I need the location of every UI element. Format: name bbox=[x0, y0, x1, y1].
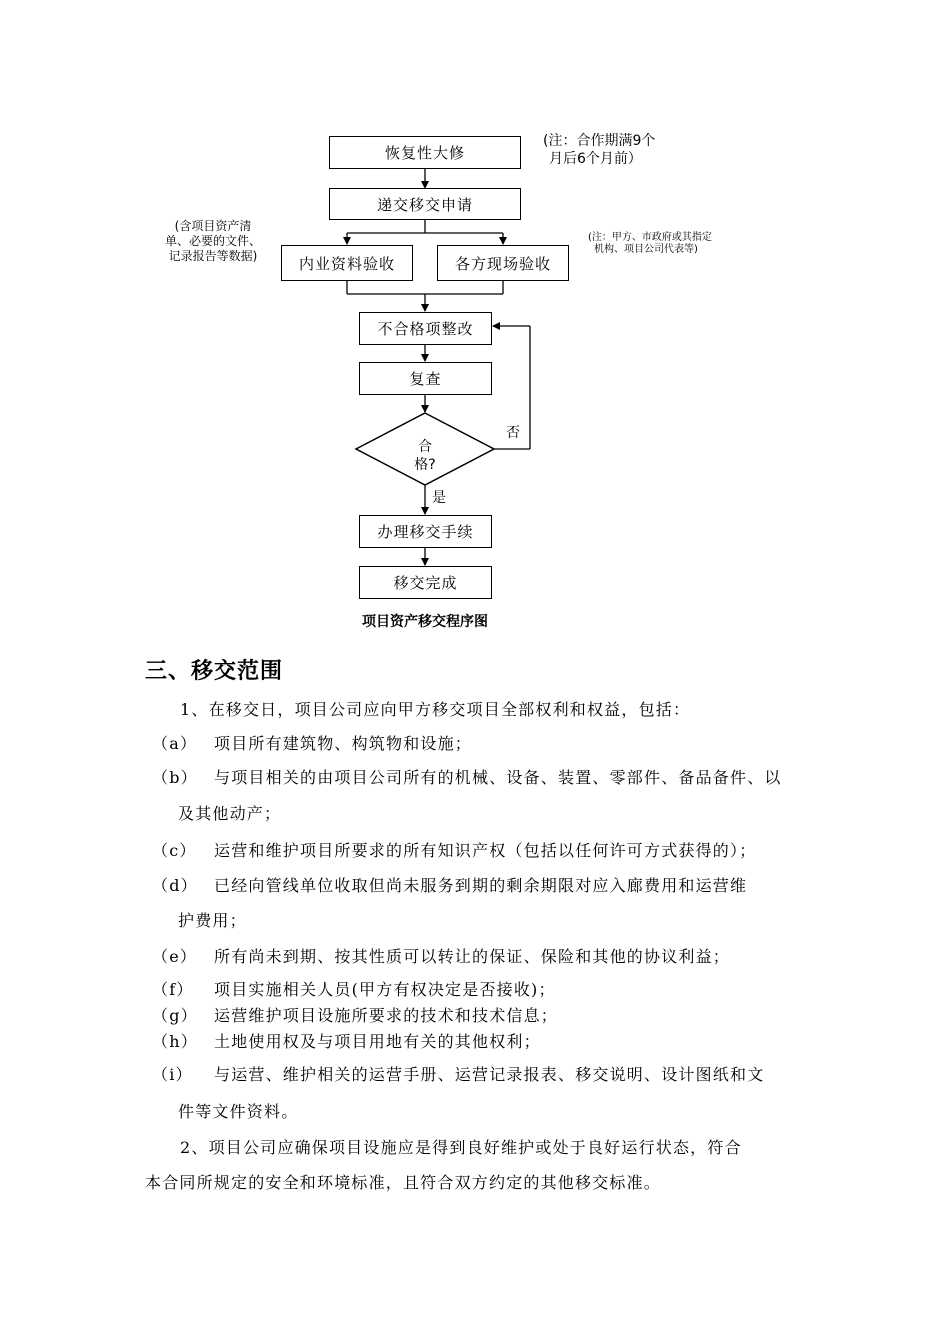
note-timing bbox=[543, 132, 655, 168]
step-restore: 恢复性大修 bbox=[329, 136, 521, 169]
list-item-label: （h） bbox=[152, 1032, 198, 1051]
list-item-i-continuation: 件等文件资料。 bbox=[178, 1102, 299, 1121]
list-item-label: （i） bbox=[152, 1065, 193, 1084]
step-submit-application: 递交移交申请 bbox=[329, 188, 521, 220]
list-item-text: 项目所有建筑物、构筑物和设施； bbox=[214, 734, 473, 753]
step-complete: 移交完成 bbox=[359, 566, 492, 599]
list-item-f bbox=[152, 977, 556, 1000]
label-no: 否 bbox=[506, 425, 520, 441]
list-item-label: （a） bbox=[152, 734, 198, 753]
step-internal-review: 内业资料验收 bbox=[281, 245, 413, 281]
list-item-label: （g） bbox=[152, 1006, 198, 1025]
note-documents-line3: 记录报告等数据) bbox=[168, 249, 258, 263]
note-documents-line2: 单、必要的文件、 bbox=[164, 234, 261, 248]
list-item-a bbox=[152, 731, 472, 754]
list-item-text: 运营维护项目设施所要求的技术和技术信息； bbox=[214, 1006, 559, 1025]
decision-label-line2: 格? bbox=[414, 457, 436, 473]
list-item-label: （d） bbox=[152, 876, 198, 895]
step-process-transfer: 办理移交手续 bbox=[359, 515, 492, 548]
list-item-b bbox=[152, 765, 782, 788]
note-parties bbox=[588, 232, 712, 256]
note-timing-line1: (注：合作期满9个 bbox=[543, 133, 656, 149]
step-rectify: 不合格项整改 bbox=[359, 312, 492, 345]
list-item-label: （c） bbox=[152, 841, 197, 860]
list-item-label: （e） bbox=[152, 947, 198, 966]
paragraph-2-line2: 本合同所规定的安全和环境标准，且符合双方约定的其他移交标准。 bbox=[145, 1173, 662, 1192]
list-item-text: 项目实施相关人员(甲方有权决定是否接收)； bbox=[214, 980, 556, 999]
list-item-text: 与项目相关的由项目公司所有的机械、设备、装置、零部件、备品备件、以 bbox=[214, 768, 782, 787]
list-item-c bbox=[152, 838, 756, 861]
list-item-text: 运营和维护项目所要求的所有知识产权（包括以任何许可方式获得的）； bbox=[214, 841, 757, 860]
decision-label bbox=[395, 438, 455, 474]
section-heading: 三、移交范围 bbox=[145, 659, 284, 684]
step-recheck: 复查 bbox=[359, 362, 492, 395]
list-item-d-continuation: 护费用； bbox=[178, 911, 247, 930]
list-item-h bbox=[152, 1029, 541, 1052]
flowchart-caption: 项目资产移交程序图 bbox=[362, 614, 488, 630]
list-item-d bbox=[152, 873, 747, 896]
list-item-i bbox=[152, 1062, 764, 1085]
paragraph-1: 1、在移交日，项目公司应向甲方移交项目全部权利和权益，包括： bbox=[180, 700, 691, 719]
note-documents bbox=[158, 219, 268, 264]
label-yes: 是 bbox=[432, 490, 446, 506]
decision-label-line1: 合 bbox=[418, 439, 432, 455]
note-documents-line1: (含项目资产清 bbox=[174, 219, 252, 233]
step-onsite-review: 各方现场验收 bbox=[437, 245, 569, 281]
note-parties-line1: (注：甲方、市政府或其指定 bbox=[588, 232, 712, 243]
list-item-text: 所有尚未到期、按其性质可以转让的保证、保险和其他的协议利益； bbox=[214, 947, 731, 966]
list-item-text: 与运营、维护相关的运营手册、运营记录报表、移交说明、设计图纸和文 bbox=[214, 1065, 765, 1084]
list-item-text: 土地使用权及与项目用地有关的其他权利； bbox=[214, 1032, 541, 1051]
note-timing-line2: 月后6个月前） bbox=[549, 151, 642, 167]
list-item-text: 已经向管线单位收取但尚未服务到期的剩余期限对应入廊费用和运营维 bbox=[214, 876, 748, 895]
list-item-label: （b） bbox=[152, 768, 198, 787]
list-item-g bbox=[152, 1003, 558, 1026]
note-parties-line2: 机构、项目公司代表等) bbox=[594, 244, 698, 255]
list-item-label: （f） bbox=[152, 980, 194, 999]
paragraph-2-line1: 2、项目公司应确保项目设施应是得到良好维护或处于良好运行状态，符合 bbox=[180, 1138, 742, 1157]
list-item-e bbox=[152, 944, 730, 967]
list-item-b-continuation: 及其他动产； bbox=[178, 804, 282, 823]
